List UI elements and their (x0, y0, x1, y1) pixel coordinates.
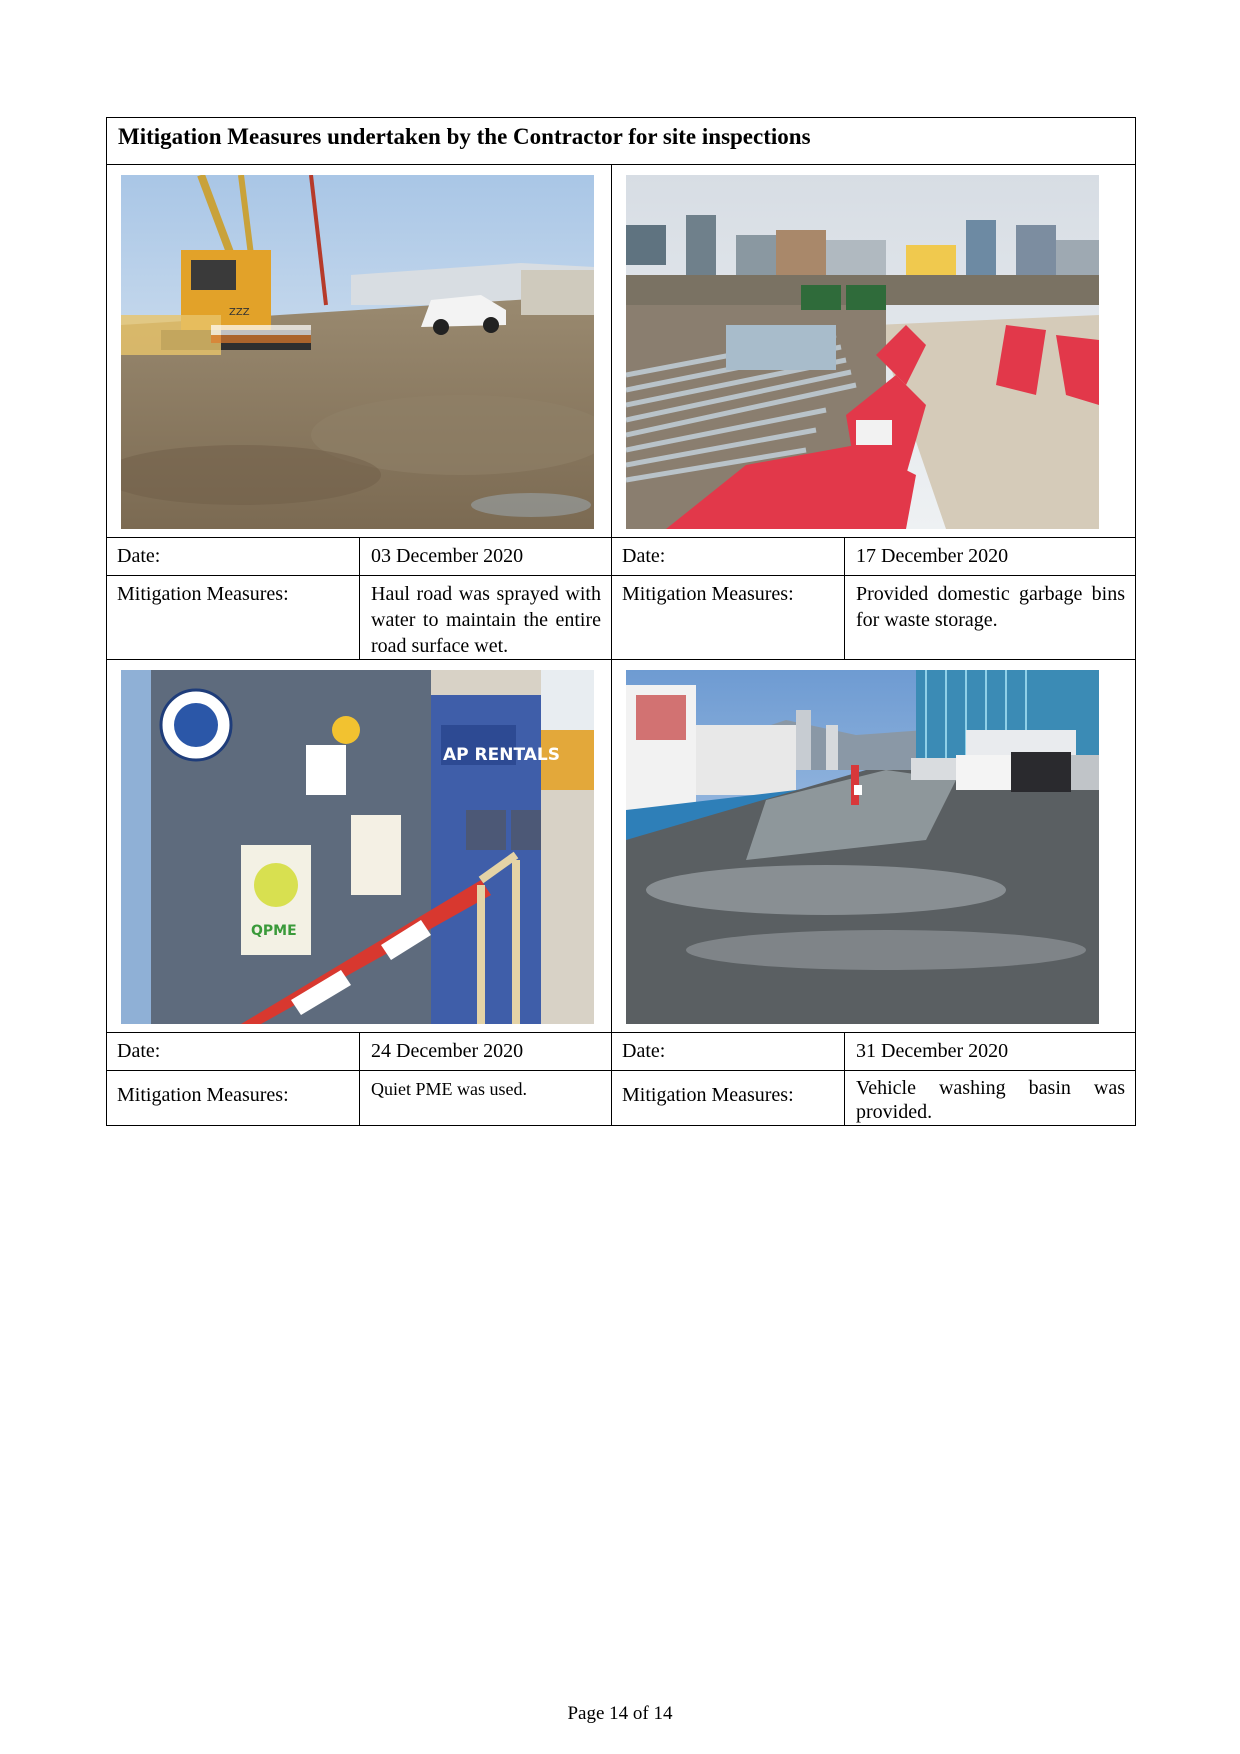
qpme-label: QPME (251, 923, 297, 939)
mitigation-text: Provided domestic garbage bins for waste storage. (845, 576, 1136, 660)
photo-garbage-bins (626, 175, 1099, 529)
date-label: Date: (612, 1033, 845, 1071)
mitigation-table (106, 117, 1136, 1126)
date-label: Date: (107, 538, 360, 576)
photo-cell (612, 660, 1136, 1033)
page-number: Page 14 of 14 (567, 1703, 673, 1724)
mitigation-text: Vehicle washing basin was provided. (845, 1071, 1136, 1126)
haul-road-image (121, 175, 594, 529)
mitigation-label: Mitigation Measures: (612, 576, 845, 660)
mitigation-text: Haul road was sprayed with water to maintain the entire road surface wet. (360, 576, 612, 660)
photo-cell (107, 660, 612, 1033)
vehicle-washing-image (626, 670, 1099, 1024)
mitigation-label: Mitigation Measures: (612, 1071, 845, 1126)
table-title: Mitigation Measures undertaken by the Contractor for site inspections (107, 118, 1136, 165)
date-value: 31 December 2020 (845, 1033, 1136, 1071)
date-value: 24 December 2020 (360, 1033, 612, 1071)
mitigation-label: Mitigation Measures: (107, 1071, 360, 1126)
mitigation-label: Mitigation Measures: (107, 576, 360, 660)
photo-vehicle-washing (626, 670, 1099, 1024)
date-label: Date: (612, 538, 845, 576)
photo-cell (107, 165, 612, 538)
rentals-label: AP RENTALS (443, 745, 560, 765)
photo-quiet-pme (121, 670, 594, 1024)
date-value: 17 December 2020 (845, 538, 1136, 576)
photo-cell (612, 165, 1136, 538)
quiet-pme-image (121, 670, 594, 1024)
photo-haul-road (121, 175, 594, 529)
garbage-bins-image (626, 175, 1099, 529)
crane-plate: ZZZ (229, 307, 250, 318)
date-label: Date: (107, 1033, 360, 1071)
mitigation-text: Quiet PME was used. (360, 1071, 612, 1126)
date-value: 03 December 2020 (360, 538, 612, 576)
